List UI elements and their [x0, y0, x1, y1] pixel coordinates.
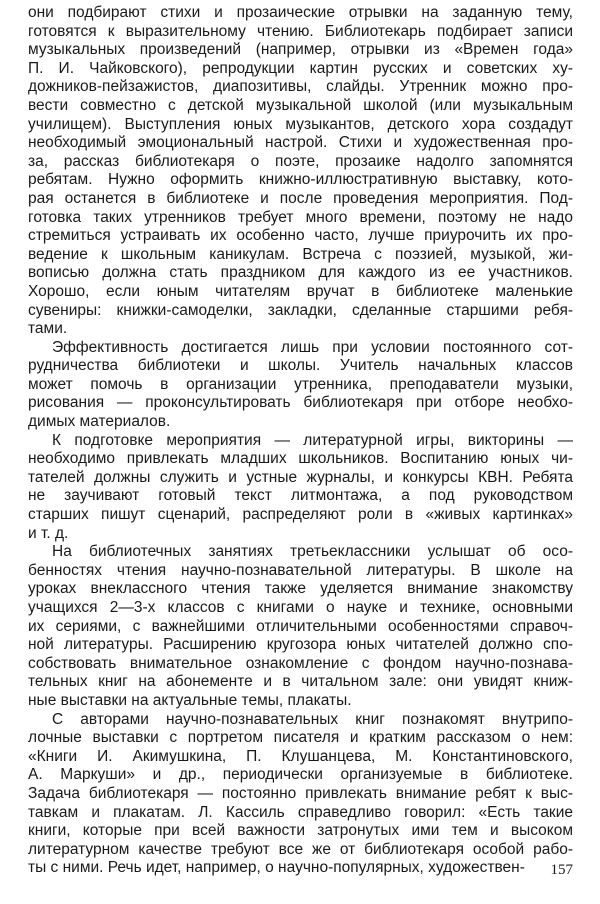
paragraph [28, 711, 573, 878]
paragraph [28, 339, 573, 432]
text-line: и т. д. [28, 524, 69, 542]
text-line: Задача библиотекаря — постоянно привлекать внимание ребят к выс- [28, 784, 573, 802]
text-line: ной литературы. Расширению кругозора юных читателей должно спо- [28, 636, 573, 654]
text-line: они подбирают стихи и прозаические отрывки на заданную тему, [28, 4, 573, 21]
paragraph [28, 432, 573, 544]
text-line: С авторами научно-познавательных книг познакомят внутрипо- [52, 710, 573, 728]
text-line: А. Маркуши» и др., периодически организуемые в библиотеке. [28, 766, 573, 784]
text-line: готовятся к выразительному чтению. Библиотекарь подбирает записи [28, 22, 573, 40]
text-line: вести совместно с детской музыкальной школой (или музыкальным [28, 96, 573, 114]
text-line: готовка таких утренников требует много времени, поэтому не надо [28, 208, 573, 226]
text-line: собствовать внимательное ознакомление с фондом научно-познава- [28, 654, 573, 672]
text-line: дожников-пейзажистов, диапозитивы, слайды. Утренник можно про- [28, 78, 573, 96]
text-line: стремиться устраивать их особенно часто, лучше приурочить их про- [28, 227, 573, 245]
text-line: Эффективность достигается лишь при условии постоянного сот- [52, 338, 573, 356]
text-line: бенностях чтения научно-познавательной литературы. В школе на [28, 561, 573, 579]
text-line: необходимый эмоциональный настрой. Стихи и художественная про- [28, 134, 573, 152]
text-line: Хорошо, если юным читателям вручат в библиотеке маленькие [28, 282, 573, 300]
page-number: 157 [550, 862, 573, 878]
text-line: лочные выставки с портретом писателя и кратким рассказом о нем: [28, 729, 573, 747]
text-line: сувениры: книжки-самоделки, закладки, сделанные старшими ребя- [28, 301, 573, 319]
text-line: «Книги И. Акимушкина, П. Клушанцева, М. Константиновского, [28, 747, 573, 765]
text-line: димых материалов. [28, 413, 171, 431]
text-line: ведение к школьным каникулам. Встреча с поэзией, музыкой, жи- [28, 245, 573, 263]
text-line: вописью должна стать праздником для каждого из ее участников. [28, 264, 573, 282]
text-line: уроках внеклассного чтения также уделяется внимание знакомству [28, 580, 573, 598]
paragraph [28, 543, 573, 710]
text-line: П. И. Чайковского), репродукции картин русских и советских ху- [28, 59, 573, 77]
text-line: ребятам. Нужно оформить книжно-иллюстративную выставку, кото- [28, 171, 573, 189]
text-line: литературном качестве требуют все же от библиотекаря особой рабо- [28, 840, 573, 858]
text-line: старших пишут сценарий, распределяют роли в «живых картинках» [28, 506, 573, 524]
text-line: тами. [28, 320, 68, 338]
text-line: музыкальных произведений (например, отрывки из «Времен года» [28, 41, 573, 59]
text-line: рисования — проконсультировать библиотекаря при отборе необхо- [28, 394, 573, 412]
text-line: тельных книг на абонементе и в читальном зале: они увидят книж- [28, 673, 573, 691]
text-line: рая останется в библиотеке и после проведения мероприятия. Под- [28, 189, 573, 207]
text-line: книги, которые при всей важности затронутых ими тем и высоком [28, 822, 573, 840]
text-line: тавкам и плакатам. Л. Кассиль справедливо говорил: «Есть такие [28, 803, 573, 821]
text-line: тателей должны служить и устные журналы, и конкурсы КВН. Ребята [28, 468, 573, 486]
text-line: ные выставки на актуальные темы, плакаты. [28, 691, 352, 709]
text-line: рудничества библиотеки и школы. Учитель начальных классов [28, 357, 573, 375]
text-line: необходимо привлекать младших школьников. Воспитанию юных чи- [28, 450, 573, 468]
text-line: не заучивают готовый текст литмонтажа, а под руководством [28, 487, 573, 505]
text-line: К подготовке мероприятия — литературной игры, викторины — [52, 431, 573, 449]
text-line: за, рассказ библиотекаря о поэте, прозаике надолго запомнятся [28, 152, 573, 170]
paragraph [28, 4, 573, 339]
page-body [28, 4, 573, 878]
text-line: На библиотечных занятиях третьеклассники услышат об осо- [52, 543, 573, 561]
text-line: ты с ними. Речь идет, например, о научно-популярных, художествен- [28, 859, 525, 877]
text-line: учащихся 2—3-х классов с книгами о науке и технике, основными [28, 599, 573, 616]
text-line: их сериями, с важнейшими отличительными особенностями справоч- [28, 617, 573, 635]
text-line: училищем). Выступления юных музыкантов, детского хора создадут [28, 115, 573, 133]
text-line: может помочь в организации утренника, преподаватели музыки, [28, 375, 573, 393]
